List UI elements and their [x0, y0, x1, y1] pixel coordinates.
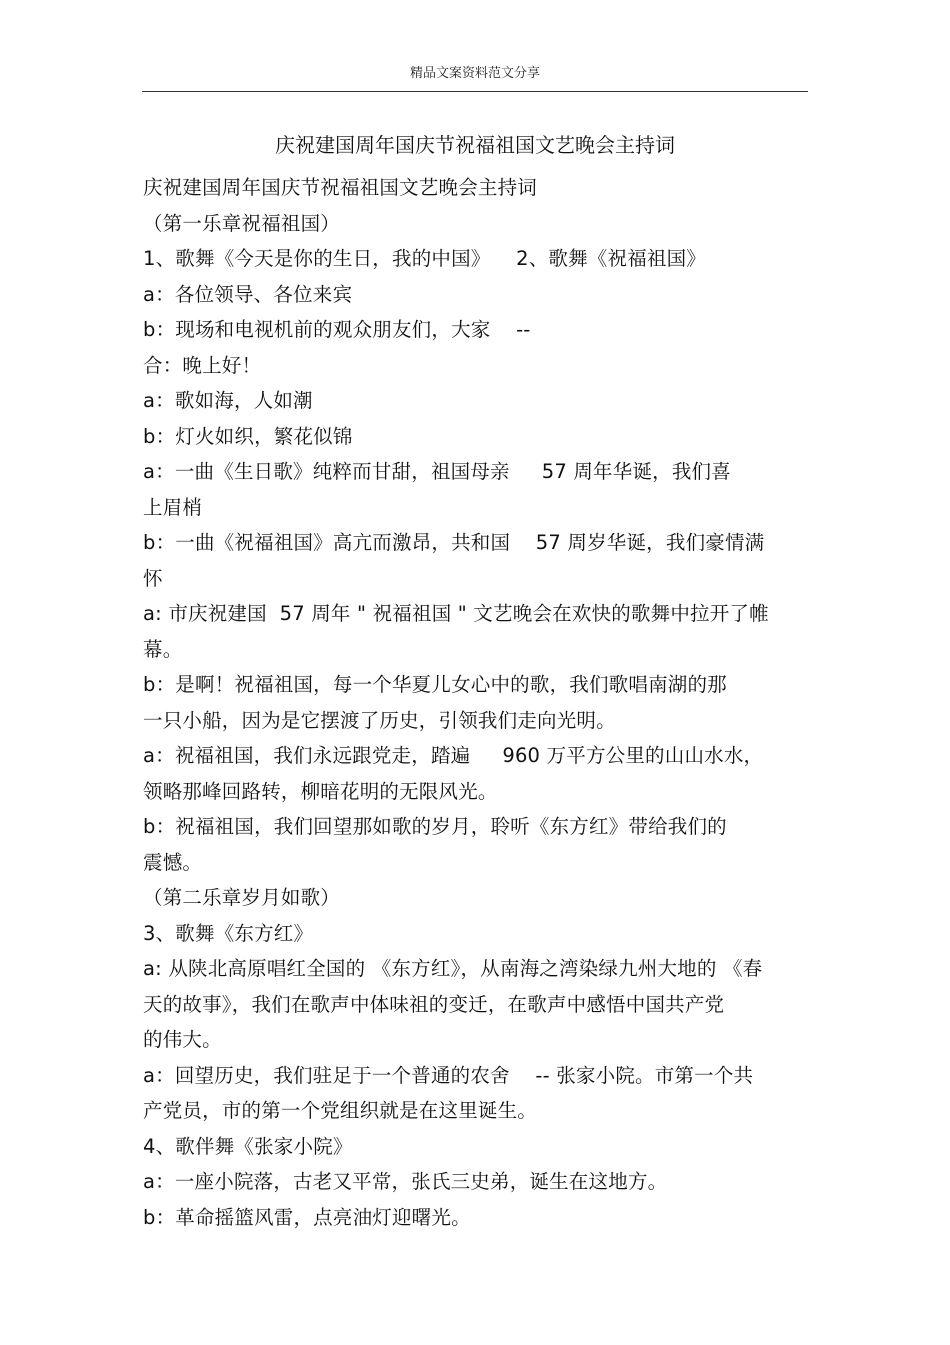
text-line: a：一曲《生日歌》纯粹而甘甜，祖国母亲 57 周年华诞，我们喜 [143, 460, 731, 483]
text-line: a：回望历史，我们驻足于一个普通的农舍 -- 张家小院。市第一个共 [143, 1063, 754, 1087]
text-line: b：是啊！祝福祖国，每一个华夏儿女心中的歌，我们歌唱南湖的那 [143, 673, 727, 696]
document-title: 庆祝建国周年国庆节祝福祖国文艺晚会主持词 [275, 133, 675, 157]
text-line: b：祝福祖国，我们回望那如歌的岁月，聆听《东方红》带给我们的 [143, 815, 727, 838]
text-line: 产党员，市的第一个党组织就是在这里诞生。 [143, 1099, 538, 1122]
text-line: 天的故事》，我们在歌声中体味祖的变迁，在歌声中感悟中国共产党 [143, 992, 725, 1016]
text-line: 怀 [143, 566, 163, 590]
header-divider [142, 91, 808, 92]
text-line: a：祝福祖国，我们永远跟党走，踏遍 960 万平方公里的山山水水， [143, 744, 764, 767]
text-line: 3、歌舞《东方红》 [143, 921, 314, 945]
text-line: a: 市庆祝建国 57 周年 " 祝福祖国 " 文艺晚会在欢快的歌舞中拉开了帷 [143, 602, 769, 625]
document-body [143, 170, 813, 1235]
text-line: 1、歌舞《今天是你的生日，我的中国》 2、歌舞《祝福祖国》 [143, 247, 707, 270]
text-line: 幕。 [143, 637, 183, 661]
text-line: 领略那峰回路转，柳暗花明的无限风光。 [143, 779, 498, 803]
text-line: 一只小船，因为是它摆渡了历史，引领我们走向光明。 [143, 708, 616, 732]
text-line: 上眉梢 [143, 495, 203, 519]
text-line: 震憾。 [143, 850, 203, 874]
text-line: b：革命摇篮风雷，点亮油灯迎曙光。 [143, 1205, 471, 1229]
text-line: b：现场和电视机前的观众朋友们，大家 -- [143, 318, 531, 341]
text-line: b：灯火如织，繁花似锦 [143, 424, 353, 448]
text-line: b：一曲《祝福祖国》高亢而激昂，共和国 57 周岁华诞，我们豪情满 [143, 531, 765, 554]
text-line: 的伟大。 [143, 1028, 222, 1051]
page-header: 精品文案资料范文分享 [409, 66, 540, 81]
section-heading: （第二乐章岁月如歌） [143, 886, 341, 909]
text-line: a：一座小院落，古老又平常，张氏三史弟，诞生在这地方。 [143, 1170, 668, 1193]
text-line: 4、歌伴舞《张家小院》 [143, 1134, 353, 1158]
text-line: a: 从陕北高原唱红全国的 《东方红》，从南海之湾染绿九州大地的 《春 [143, 957, 763, 980]
text-line: 庆祝建国周年国庆节祝福祖国文艺晚会主持词 [143, 176, 538, 199]
text-line: a：歌如海，人如潮 [143, 389, 313, 412]
text-line: 合：晚上好！ [143, 353, 262, 377]
section-heading: （第一乐章祝福祖国） [143, 211, 341, 235]
text-line: a：各位领导、各位来宾 [143, 282, 353, 306]
